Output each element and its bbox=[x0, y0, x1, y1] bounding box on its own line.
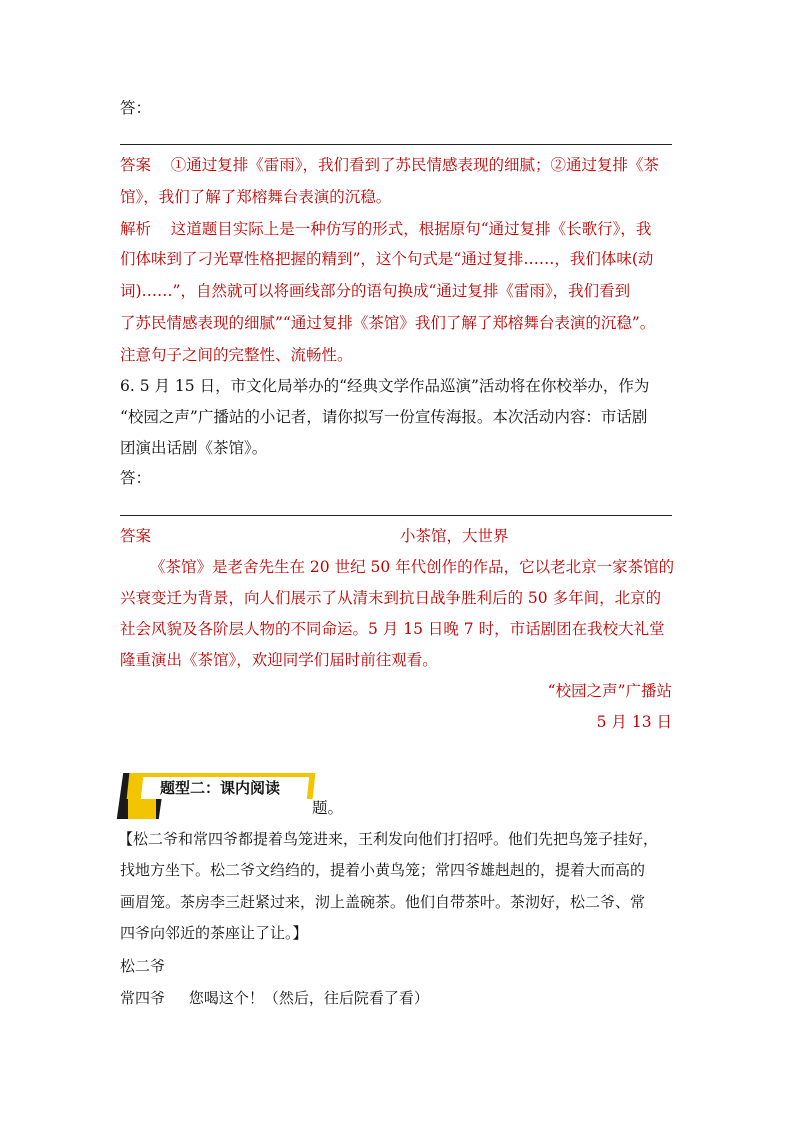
analysis1-line1: 这道题目实际上是一种仿写的形式，根据原句“通过复排《长歌行》，我 bbox=[170, 220, 652, 238]
question6-line3: 团演出话剧《茶馆》。 bbox=[120, 439, 268, 457]
poster-signature: “校园之声”广播站 bbox=[547, 682, 672, 700]
answer-line bbox=[120, 144, 672, 145]
answer1-line2: 馆》，我们了解了郑榕舞台表演的沉稳。 bbox=[120, 188, 392, 206]
poster-line2: 兴衰变迁为背景，向人们展示了从清末到抗日战争胜利后的 50 多年间，北京的 bbox=[120, 589, 662, 607]
analysis1-line3: 词)……”，自然就可以将画线部分的语句换成“通过复排《雷雨》，我们看到 bbox=[120, 282, 631, 300]
analysis1-line4: 了苏民情感表现的细腻”“通过复排《茶馆》我们了解了郑榕舞台表演的沉稳”。 bbox=[120, 314, 656, 332]
badge-title: 题型二：课内阅读 bbox=[160, 779, 281, 797]
answer1-line1: ①通过复排《雷雨》，我们看到了苏民情感表现的细腻；②通过复排《茶 bbox=[170, 156, 659, 174]
reading-speaker-song: 松二爷 bbox=[120, 957, 166, 975]
reading-line4: 四爷向邻近的茶座让了让。】 bbox=[120, 924, 308, 942]
badge-band-tail bbox=[128, 799, 156, 819]
reading-line1: 【松二爷和常四爷都提着鸟笼进来，王利发向他们打招呼。他们先把鸟笼子挂好， bbox=[118, 830, 659, 848]
analysis1-block bbox=[120, 219, 651, 239]
section-badge bbox=[120, 773, 320, 819]
poster-line1: 《茶馆》是老舍先生在 20 世纪 50 年代创作的作品，它以老北京一家茶馆的 bbox=[150, 558, 675, 576]
question6-line1: 6. 5 月 15 日，市文化局举办的“经典文学作品巡演”活动将在你校举办，作为 bbox=[120, 377, 650, 395]
analysis1-label: 解析 bbox=[120, 220, 152, 238]
poster-date: 5 月 13 日 bbox=[596, 713, 672, 731]
analysis1-line5: 注意句子之间的完整性、流畅性。 bbox=[120, 346, 353, 364]
section-tail-text: 题。 bbox=[312, 799, 344, 817]
reading-line3: 画眉笼。茶房李三赶紧过来，沏上盖碗茶。他们自带茶叶。茶沏好，松二爷、常 bbox=[120, 893, 646, 911]
poster-line3: 社会风貌及各阶层人物的不同命运。5 月 15 日晚 7 时，市话剧团在我校大礼堂 bbox=[120, 620, 665, 638]
reading-speaker-chang: 常四爷 bbox=[120, 989, 166, 1007]
question6-line2: “校园之声”广播站的小记者，请你拟写一份宣传海报。本次活动内容：市话剧 bbox=[120, 408, 648, 426]
answer1-block bbox=[120, 155, 659, 175]
answer-prompt: 答： bbox=[120, 99, 152, 117]
answer-line bbox=[120, 515, 672, 516]
analysis1-line2: 们体味到了刁光覃性格把握的精到”，这个句式是“通过复排……，我们体味(动 bbox=[120, 250, 654, 268]
question6-answer-prompt: 答： bbox=[120, 469, 152, 487]
reading-line6 bbox=[120, 988, 429, 1008]
answer2-label: 答案 bbox=[120, 527, 152, 545]
reading-line2: 找地方坐下。松二爷文绉绉的，提着小黄鸟笼；常四爷雄赳赳的，提着大而高的 bbox=[120, 861, 646, 879]
poster-line4: 隆重演出《茶馆》，欢迎同学们届时前往观看。 bbox=[120, 651, 438, 669]
poster-title: 小茶馆，大世界 bbox=[400, 527, 509, 545]
answer1-label: 答案 bbox=[120, 156, 152, 174]
reading-line6-text: 您喝这个！（然后，往后院看了看） bbox=[188, 989, 429, 1007]
